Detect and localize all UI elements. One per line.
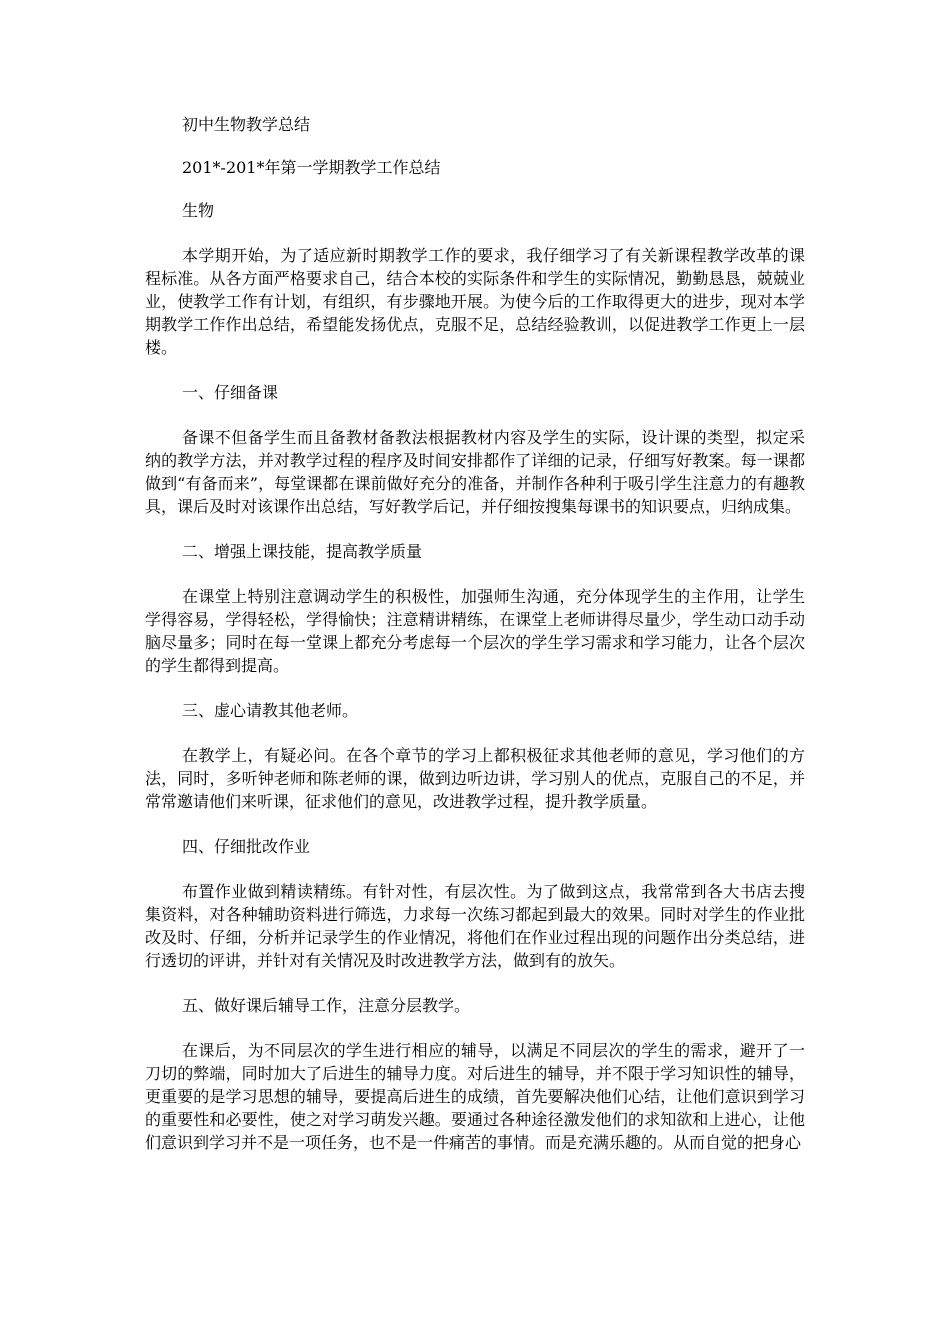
section-heading: 四、仔细批改作业: [182, 837, 311, 856]
section-body: 在课后，为不同层次的学生进行相应的辅导，以满足不同层次的学生的需求，避开了一刀切的弊端，同时加大了后进生的辅导力度。对后进生的辅导，并不限于学习知识性的辅导，更重要的是学习思想的辅导，要提高后进生的成绩，首先要解决他们心结，让他们意识到学习的重要性和必要性，使之对学习萌发兴趣。要通过各种途径激发他们的求知欲和上进心，让他们意识到学习并不是一项任务，也不是一件痛苦的事情。而是充满乐趣的。从而自觉的把身心: [145, 1041, 805, 1152]
section-body: 在课堂上特别注意调动学生的积极性，加强师生沟通，充分体现学生的主作用，让学生学得容易，学得轻松，学得愉快；注意精讲精练，在课堂上老师讲得尽量少，学生动口动手动脑尽量多；同时在每一堂课上都充分考虑每一个层次的学生学习需求和学习能力，让各个层次的学生都得到提高。: [145, 587, 805, 675]
document-subtitle: 201*-201*年第一学期教学工作总结: [182, 158, 441, 177]
document-subject: 生物: [182, 201, 215, 220]
section-heading: 三、虚心请教其他老师。: [182, 701, 359, 720]
document-page: [145, 113, 805, 1154]
section-body: 备课不但备学生而且备教材备教法根据教材内容及学生的实际，设计课的类型，拟定采纳的教学方法，并对教学过程的程序及时间安排都作了详细的记录，仔细写好教案。每一课都做到“有备而来”，每堂课都在课前做好充分的准备，并制作各种利于吸引学生注意力的有趣教具，课后及时对该课作出总结，写好教学后记，并仔细按搜集每课书的知识要点，归纳成集。: [145, 428, 805, 516]
section-heading: 五、做好课后辅导工作，注意分层教学。: [182, 996, 471, 1015]
section-heading: 二、增强上课技能，提高教学质量: [182, 542, 423, 561]
section-heading: 一、仔细备课: [182, 383, 279, 402]
section-body: 在教学上，有疑必问。在各个章节的学习上都积极征求其他老师的意见，学习他们的方法，同时，多听钟老师和陈老师的课，做到边听边讲，学习别人的优点，克服自己的不足，并常常邀请他们来听课，征求他们的意见，改进教学过程，提升教学质量。: [145, 746, 805, 811]
intro-paragraph: 本学期开始，为了适应新时期教学工作的要求，我仔细学习了有关新课程教学改革的课程标准。从各方面严格要求自己，结合本校的实际条件和学生的实际情况，勤勤恳恳，兢兢业业，使教学工作有计划，有组织，有步骤地开展。为使今后的工作取得更大的进步，现对本学期教学工作作出总结，希望能发扬优点，克服不足，总结经验教训，以促进教学工作更上一层楼。: [145, 246, 805, 357]
document-title: 初中生物教学总结: [182, 115, 311, 134]
section-body: 布置作业做到精读精练。有针对性，有层次性。为了做到这点，我常常到各大书店去搜集资料，对各种辅助资料进行筛选，力求每一次练习都起到最大的效果。同时对学生的作业批改及时、仔细，分析并记录学生的作业情况，将他们在作业过程出现的问题作出分类总结，进行透切的评讲，并针对有关情况及时改进教学方法，做到有的放矢。: [145, 882, 805, 970]
